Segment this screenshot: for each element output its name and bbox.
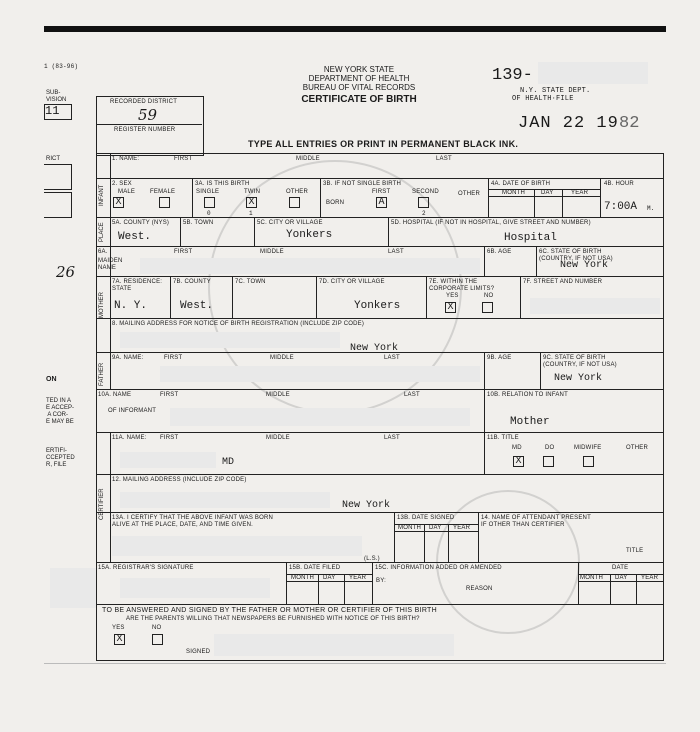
field-7e-label: 7E. WITHIN THE CORPORATE LIMITS? xyxy=(429,279,495,292)
by-label: BY: xyxy=(376,578,386,584)
street-redaction xyxy=(530,298,660,314)
amended-year-label: YEAR xyxy=(641,575,659,581)
field-11a-label: 11A. NAME: xyxy=(112,435,147,441)
on-label: ON xyxy=(46,376,57,383)
hour-unit: M. xyxy=(647,205,655,212)
hour-value: 7:00A xyxy=(604,201,638,213)
mailing-redaction xyxy=(120,332,340,348)
res-state-value: N. Y. xyxy=(114,300,148,312)
name-last-label: LAST xyxy=(436,156,452,162)
district-box xyxy=(44,164,72,190)
field-14-label: 14. NAME OF ATTENDANT PRESENT IF OTHER THAN CERTIFIER xyxy=(481,515,591,528)
count-left: 0 xyxy=(207,210,211,217)
midwife-checkbox[interactable] xyxy=(583,456,594,467)
informant-first-label: FIRST xyxy=(160,392,179,398)
maiden-name-label: MAIDEN NAME xyxy=(98,258,123,271)
certifier-section-label: CERTIFIER xyxy=(99,488,105,520)
field-4a-label: 4A. DATE OF BIRTH xyxy=(491,181,551,187)
header-bureau: BUREAU OF VITAL RECORDS xyxy=(302,83,416,92)
certifier-city-value: New York xyxy=(342,500,391,511)
father-section-label: FATHER xyxy=(99,362,105,386)
field-10a-label: 10A. NAME xyxy=(98,392,132,398)
name-middle-label: MIDDLE xyxy=(296,156,320,162)
male-label: MALE xyxy=(118,189,136,195)
file-number-redaction xyxy=(538,62,648,84)
district-label: RICT xyxy=(46,156,60,162)
name-first-label: FIRST xyxy=(174,156,193,162)
do-checkbox[interactable] xyxy=(543,456,554,467)
newspaper-no-label: NO xyxy=(152,625,162,631)
amended-day-label: DAY xyxy=(615,575,628,581)
field-9c-label: 9C. STATE OF BIRTH (COUNTRY, IF NOT USA) xyxy=(543,355,617,368)
signed-day-label: DAY xyxy=(429,525,442,531)
res-city-value: Yonkers xyxy=(354,300,401,312)
male-checkbox[interactable]: X xyxy=(113,197,124,208)
corp-yes-checkbox[interactable]: X xyxy=(445,302,456,313)
recorded-district-value: 59 xyxy=(138,106,158,124)
notice-text: TED IN A E ACCEP- A COR- E MAY BE xyxy=(46,398,75,425)
dob-month-label: MONTH xyxy=(502,190,525,196)
field-6a-label: 6A. xyxy=(98,249,108,255)
county-value: West. xyxy=(118,231,152,243)
field-11b-label: 11B. TITLE xyxy=(487,435,519,441)
field-5d-label: 5D. HOSPITAL (IF NOT IN HOSPITAL, GIVE STREET AND NUMBER) xyxy=(391,220,591,226)
other-birth-checkbox[interactable] xyxy=(289,197,300,208)
mother-last-label: LAST xyxy=(388,249,404,255)
mother-middle-label: MIDDLE xyxy=(260,249,284,255)
mother-birth-state-value: New York xyxy=(560,260,609,271)
field-4b-label: 4B. HOUR xyxy=(604,181,634,187)
recorded-district-label: RECORDED DISTRICT xyxy=(110,99,178,105)
header-state: NEW YORK STATE xyxy=(323,65,395,74)
handwritten-mark: 26 xyxy=(56,263,76,281)
corp-yes-label: YES xyxy=(446,293,459,299)
field-2-label: 2. SEX xyxy=(112,181,132,187)
father-last-label: LAST xyxy=(384,355,400,361)
certifier-address-redaction xyxy=(120,492,330,508)
registrar-redaction xyxy=(120,578,270,598)
second-born-label: SECOND xyxy=(412,189,439,195)
bottom-signature-redaction xyxy=(214,634,454,656)
field-10b-label: 10B. RELATION TO INFANT xyxy=(487,392,568,398)
top-border-bar xyxy=(44,26,666,32)
field-1-label: 1. NAME: xyxy=(112,156,140,162)
md-label: MD xyxy=(512,445,522,451)
mother-section-label: MOTHER xyxy=(99,292,105,318)
hospital-value: Hospital xyxy=(504,232,557,244)
newspaper-no-checkbox[interactable] xyxy=(152,634,163,645)
field-12-label: 12. MAILING ADDRESS (INCLUDE ZIP CODE) xyxy=(112,477,247,483)
corp-no-label: NO xyxy=(484,293,494,299)
certified-text: ERTIFI- CCEPTED R, FILE xyxy=(46,448,75,468)
place-section-label: PLACE xyxy=(99,222,105,242)
field-3b-label: 3B. IF NOT SINGLE BIRTH xyxy=(323,181,402,187)
father-birth-state-value: New York xyxy=(554,373,603,384)
relation-value: Mother xyxy=(510,416,550,428)
infant-section-label: INFANT xyxy=(99,184,105,206)
twin-label: TWIN xyxy=(244,189,261,195)
field-7b-label: 7B. COUNTY xyxy=(173,279,212,285)
field-9a-label: 9A. NAME: xyxy=(112,355,144,361)
bottom-question-2: ARE THE PARENTS WILLING THAT NEWSPAPERS BE FURNISHED WITH NOTICE OF THIS BIRTH? xyxy=(126,616,420,622)
single-checkbox[interactable] xyxy=(204,197,215,208)
other-title-label: OTHER xyxy=(626,445,648,451)
newspaper-yes-checkbox[interactable]: X xyxy=(114,634,125,645)
signed-year-label: YEAR xyxy=(453,525,471,531)
certifier-name-redaction xyxy=(120,452,216,468)
first-born-label: FIRST xyxy=(372,189,391,195)
mailing-city-value: New York xyxy=(350,343,399,354)
field-5c-label: 5C. CITY OR VILLAGE xyxy=(257,220,323,226)
subdivision-label: SUB- VISION xyxy=(46,90,67,103)
file-label-2: OF HEALTH·FILE xyxy=(512,95,574,103)
female-checkbox[interactable] xyxy=(159,197,170,208)
field-3a-label: 3A. IS THIS BIRTH xyxy=(195,181,250,187)
file-number: 139- xyxy=(492,66,533,85)
amended-date-label: DATE xyxy=(612,565,629,571)
do-label: DO xyxy=(545,445,555,451)
midwife-label: MIDWIFE xyxy=(574,445,602,451)
mother-first-label: FIRST xyxy=(174,249,193,255)
dob-year-label: YEAR xyxy=(571,190,589,196)
file-label-1: N.Y. STATE DEPT. xyxy=(520,87,591,95)
signed-month-label: MONTH xyxy=(398,525,421,531)
informant-redaction xyxy=(170,408,470,426)
count-mid: 1 xyxy=(249,210,253,217)
district-box-2 xyxy=(44,192,72,218)
single-label: SINGLE xyxy=(196,189,220,195)
field-13b-label: 13B. DATE SIGNED xyxy=(397,515,455,521)
certifier-first-label: FIRST xyxy=(160,435,179,441)
instruction-text: TYPE ALL ENTRIES OR PRINT IN PERMANENT BLACK INK. xyxy=(248,139,519,149)
md-checkbox[interactable]: X xyxy=(513,456,524,467)
field-9b-label: 9B. AGE xyxy=(487,355,512,361)
informant-last-label: LAST xyxy=(404,392,420,398)
father-middle-label: MIDDLE xyxy=(270,355,294,361)
of-informant-label: OF INFORMANT xyxy=(108,408,157,414)
amended-month-label: MONTH xyxy=(580,575,603,581)
form-number: 1 (83-96) xyxy=(44,63,79,70)
female-label: FEMALE xyxy=(150,189,176,195)
field-7c-label: 7C. TOWN xyxy=(235,279,266,285)
bottom-question-1: TO BE ANSWERED AND SIGNED BY THE FATHER OR MOTHER OR CERTIFIER OF THIS BIRTH xyxy=(102,607,437,614)
field-15c-label: 15C. INFORMATION ADDED OR AMENDED xyxy=(375,565,502,571)
other-birth-label: OTHER xyxy=(286,189,308,195)
redaction-block xyxy=(50,568,96,608)
filed-year-label: YEAR xyxy=(349,575,367,581)
filed-day-label: DAY xyxy=(323,575,336,581)
first-born-checkbox[interactable]: A xyxy=(376,197,387,208)
field-5a-label: 5A. COUNTY (NYS) xyxy=(112,220,170,226)
born-label: BORN xyxy=(326,200,345,206)
field-13a-label: 13A. I CERTIFY THAT THE ABOVE INFANT WAS BORN ALIVE AT THE PLACE, DATE, AND TIME GIVEN. xyxy=(112,515,274,528)
signed-label: SIGNED xyxy=(186,649,211,655)
mother-name-redaction xyxy=(140,258,480,274)
dob-day-label: DAY xyxy=(541,190,554,196)
register-number-label: REGISTER NUMBER xyxy=(114,127,176,133)
certifier-middle-label: MIDDLE xyxy=(266,435,290,441)
filed-month-label: MONTH xyxy=(291,575,314,581)
file-year-suffix: 82 xyxy=(619,114,640,133)
city-value: Yonkers xyxy=(286,229,333,241)
count-right: 2 xyxy=(422,210,426,217)
signature-redaction xyxy=(112,536,362,556)
file-date: JAN 22 19 xyxy=(518,114,619,133)
certificate-title: CERTIFICATE OF BIRTH xyxy=(301,94,417,105)
other-born-label: OTHER xyxy=(458,191,480,197)
field-6c-label: 6C. STATE OF BIRTH (COUNTRY, IF NOT USA) xyxy=(539,249,613,262)
field-6b-label: 6B. AGE xyxy=(487,249,512,255)
certifier-last-label: LAST xyxy=(384,435,400,441)
res-county-value: West. xyxy=(180,300,214,312)
field-5b-label: 5B. TOWN xyxy=(183,220,214,226)
field-8-label: 8. MAILING ADDRESS FOR NOTICE OF BIRTH REGISTRATION (INCLUDE ZIP CODE) xyxy=(112,321,365,327)
field-7f-label: 7F. STREET AND NUMBER xyxy=(523,279,603,285)
field-7d-label: 7D. CITY OR VILLAGE xyxy=(319,279,385,285)
certifier-title-value: MD xyxy=(222,457,235,468)
ls-label: (L.S.) xyxy=(364,556,380,562)
informant-middle-label: MIDDLE xyxy=(266,392,290,398)
field-15b-label: 15B. DATE FILED xyxy=(289,565,341,571)
subdivision-box: 11 xyxy=(44,104,72,120)
corp-no-checkbox[interactable] xyxy=(482,302,493,313)
header-department: DEPARTMENT OF HEALTH xyxy=(308,74,410,83)
field-7a-label: 7A. RESIDENCE: STATE xyxy=(112,279,163,292)
reason-label: REASON xyxy=(466,586,493,592)
newspaper-yes-label: YES xyxy=(112,625,125,631)
attendant-title-label: TITLE xyxy=(626,548,644,554)
twin-checkbox[interactable]: X xyxy=(246,197,257,208)
field-15a-label: 15A. REGISTRAR'S SIGNATURE xyxy=(98,565,194,571)
father-name-redaction xyxy=(160,366,480,382)
second-born-checkbox[interactable] xyxy=(418,197,429,208)
father-first-label: FIRST xyxy=(164,355,183,361)
